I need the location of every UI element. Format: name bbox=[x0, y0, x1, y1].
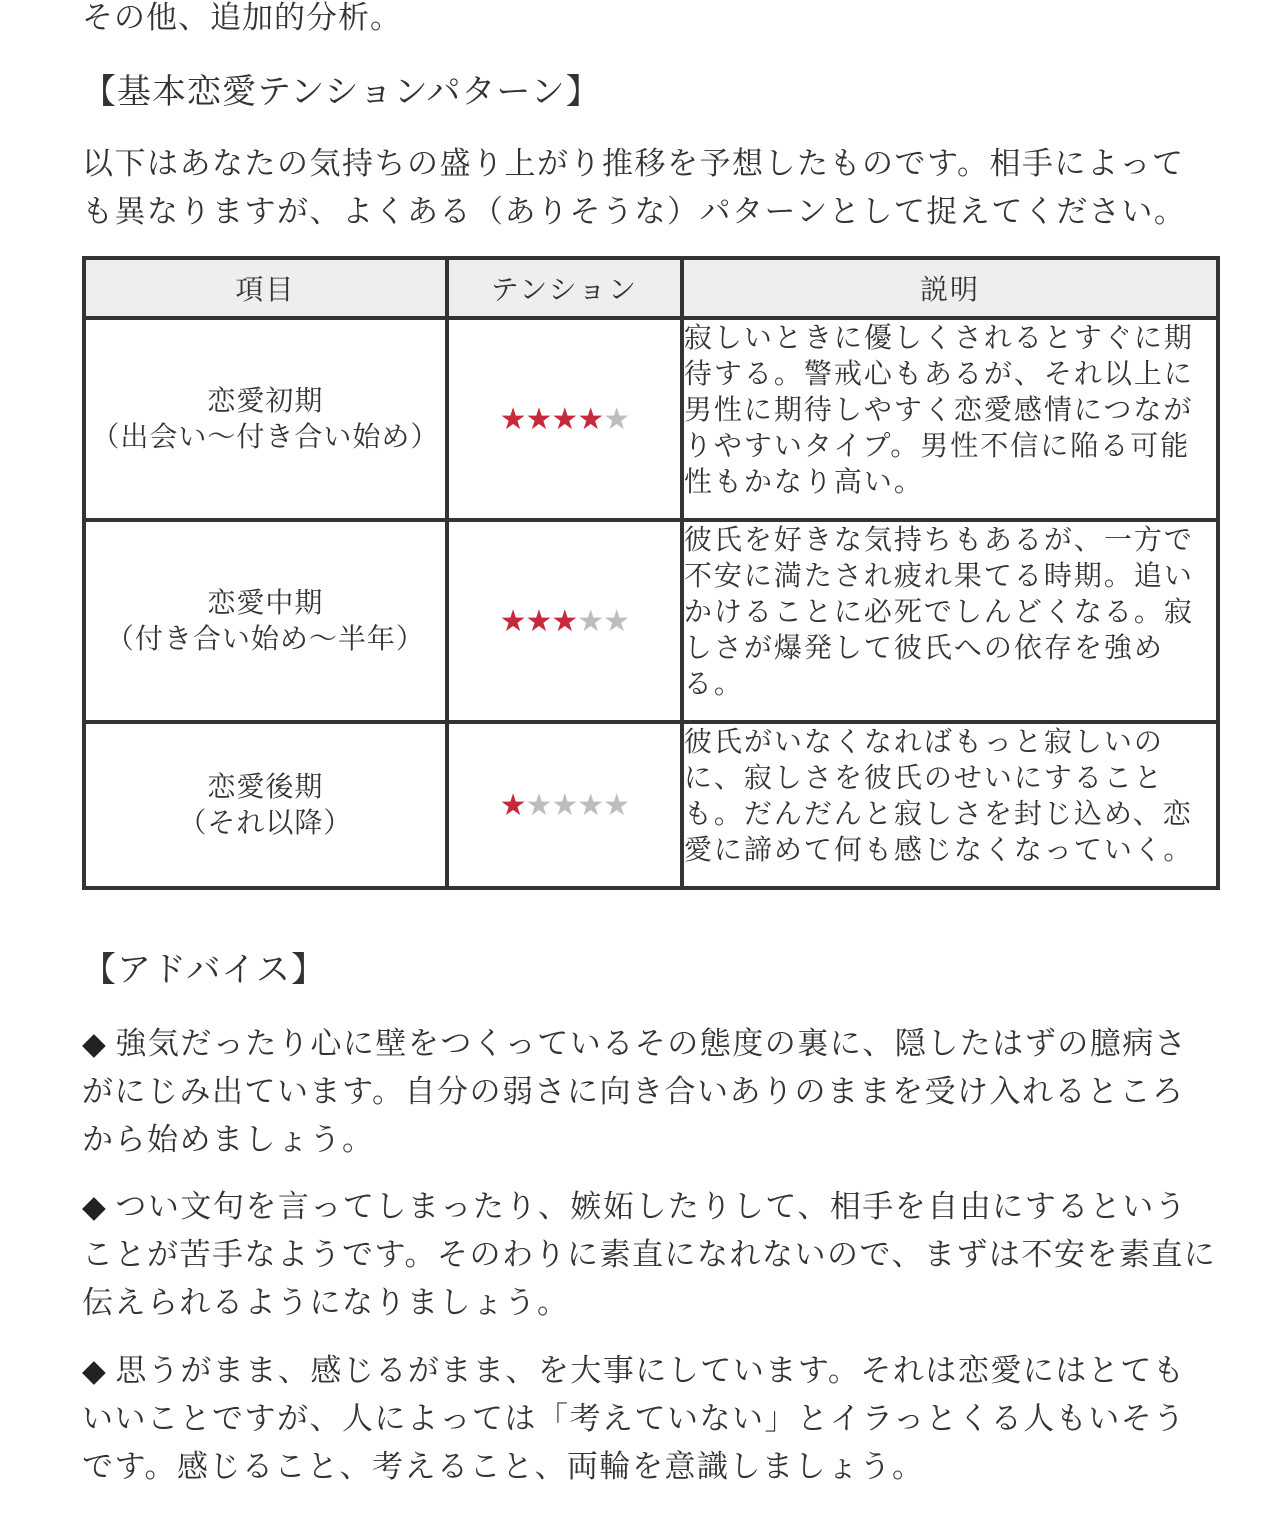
intro-line: その他、追加的分析。 bbox=[82, 0, 402, 36]
header-description: 説明 bbox=[682, 258, 1218, 318]
star-empty-icon: ★ bbox=[603, 603, 630, 639]
phase-cell bbox=[84, 318, 447, 520]
star-filled-icon: ★ bbox=[551, 603, 578, 639]
phase-cell bbox=[84, 722, 447, 888]
advice-text: 思うがまま、感じるがまま、を大事にしています。それは恋愛にはとてもいいことですが、人によっては「考えていない」とイラっとくる人もいそうです。感じること、考えること、両輪を意識しましょう。 bbox=[82, 1353, 1186, 1485]
star-filled-icon: ★ bbox=[551, 401, 578, 437]
table-header-row bbox=[84, 258, 1218, 318]
star-filled-icon: ★ bbox=[499, 603, 526, 639]
advice-item bbox=[82, 1347, 1217, 1491]
star-filled-icon: ★ bbox=[499, 401, 526, 437]
diamond-bullet-icon: ◆ bbox=[82, 1026, 108, 1062]
star-filled-icon: ★ bbox=[577, 401, 604, 437]
phase-label: 恋愛初期 （出会い〜付き合い始め） bbox=[91, 384, 440, 453]
phase-label: 恋愛後期 （それ以降） bbox=[178, 770, 353, 839]
header-tension: テンション bbox=[447, 258, 682, 318]
advice-text: つい文句を言ってしまったり、嫉妬したりして、相手を自由にするということが苦手なようです。そのわりに素直になれないので、まずは不安を素直に伝えられるようになりましょう。 bbox=[82, 1189, 1217, 1321]
description-cell: 寂しいときに優しくされるとすぐに期待する。警戒心もあるが、それ以上に男性に期待しやすく恋愛感情につながりやすいタイプ。男性不信に陥る可能性もかなり高い。 bbox=[682, 318, 1218, 520]
diamond-bullet-icon: ◆ bbox=[82, 1189, 108, 1225]
tension-rating bbox=[447, 722, 682, 888]
description-cell: 彼氏を好きな気持ちもあるが、一方で不安に満たされ疲れ果てる時期。追いかけることに必死でしんどくなる。寂しさが爆発して彼氏への依存を強める。 bbox=[682, 520, 1218, 722]
advice-item bbox=[82, 1020, 1217, 1164]
star-empty-icon: ★ bbox=[603, 787, 630, 823]
advice-item bbox=[82, 1183, 1217, 1327]
phase-cell bbox=[84, 520, 447, 722]
tension-table bbox=[82, 256, 1220, 890]
advice-heading: 【アドバイス】 bbox=[82, 950, 326, 990]
pattern-heading: 【基本恋愛テンションパターン】 bbox=[82, 72, 601, 112]
table-row bbox=[84, 318, 1218, 520]
diamond-bullet-icon: ◆ bbox=[82, 1353, 108, 1389]
phase-label: 恋愛中期 （付き合い始め〜半年） bbox=[105, 586, 425, 655]
table-row bbox=[84, 520, 1218, 722]
table-row bbox=[84, 722, 1218, 888]
star-filled-icon: ★ bbox=[525, 603, 552, 639]
pattern-lead-text: 以下はあなたの気持ちの盛り上がり推移を予想したものです。相手によっても異なりますが、よくある（ありそうな）パターンとして捉えてください。 bbox=[82, 146, 1187, 230]
tension-rating bbox=[447, 520, 682, 722]
star-empty-icon: ★ bbox=[525, 787, 552, 823]
star-empty-icon: ★ bbox=[603, 401, 630, 437]
star-empty-icon: ★ bbox=[577, 787, 604, 823]
star-empty-icon: ★ bbox=[551, 787, 578, 823]
star-filled-icon: ★ bbox=[499, 787, 526, 823]
star-empty-icon: ★ bbox=[577, 603, 604, 639]
advice-text: 強気だったり心に壁をつくっているその態度の裏に、隠したはずの臆病さがにじみ出ています。自分の弱さに向き合いありのままを受け入れるところから始めましょう。 bbox=[82, 1026, 1188, 1158]
description-cell: 彼氏がいなくなればもっと寂しいのに、寂しさを彼氏のせいにすることも。だんだんと寂しさを封じ込め、恋愛に諦めて何も感じなくなっていく。 bbox=[682, 722, 1218, 888]
tension-rating bbox=[447, 318, 682, 520]
header-item: 項目 bbox=[84, 258, 447, 318]
star-filled-icon: ★ bbox=[525, 401, 552, 437]
